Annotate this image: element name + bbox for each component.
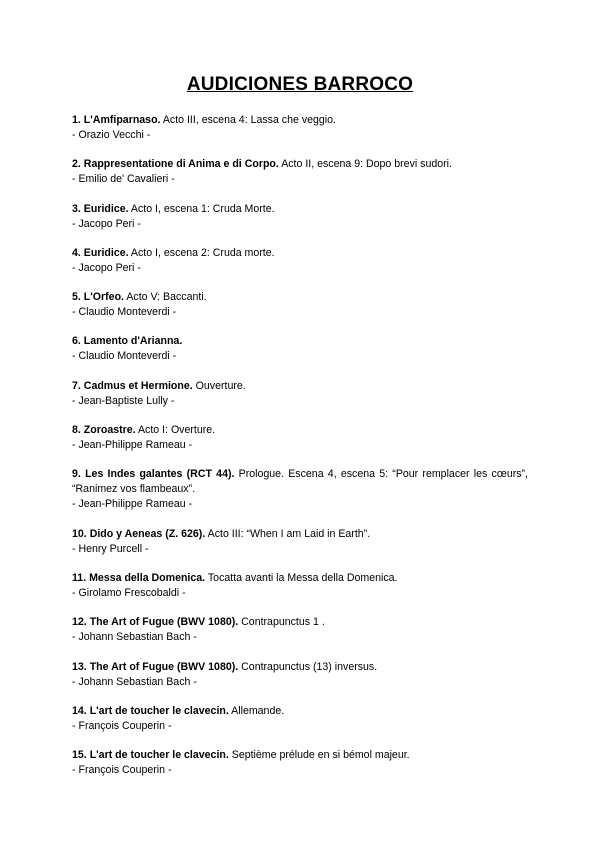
- entry-detail: Acto I, escena 2: Cruda morte.: [130, 246, 275, 259]
- entry-composer: - Jacopo Peri -: [72, 217, 141, 230]
- entry-detail: Ouverture.: [195, 379, 246, 392]
- entry-composer: - Johann Sebastian Bach -: [72, 675, 197, 688]
- list-item: [72, 113, 528, 143]
- entry-work: Les Indes galantes (RCT 44).: [85, 468, 235, 481]
- entry-heading: [72, 571, 528, 586]
- entry-detail: Tocatta avanti la Messa della Domenica.: [207, 571, 398, 584]
- entry-work: Lamento d'Arianna.: [83, 335, 183, 348]
- list-item: [72, 571, 528, 601]
- entry-work: Euridice.: [83, 202, 129, 215]
- list-item: [72, 290, 528, 320]
- entry-number: 7.: [72, 379, 81, 392]
- entry-number: 6.: [72, 335, 81, 348]
- entry-work: Zoroastre.: [83, 424, 136, 437]
- list-item: [72, 527, 528, 557]
- entry-composer: - Emilio de' Cavalieri -: [72, 173, 175, 186]
- entry-number: 12.: [72, 616, 87, 629]
- entry-heading: [72, 527, 528, 542]
- list-item: [72, 334, 528, 364]
- entry-work: Messa della Domenica.: [89, 571, 206, 584]
- entry-work: Dido y Aeneas (Z. 626).: [89, 527, 206, 540]
- entry-composer: - Claudio Monteverdi -: [72, 350, 177, 363]
- entry-number: 10.: [72, 527, 87, 540]
- entry-heading: [72, 202, 528, 217]
- entry-heading: [72, 246, 528, 261]
- entry-heading: [72, 467, 528, 497]
- entry-detail: Acto II, escena 9: Dopo brevi sudori.: [281, 158, 452, 171]
- entry-heading: [72, 423, 528, 438]
- list-item: [72, 379, 528, 409]
- entry-heading: [72, 113, 528, 128]
- entry-composer: - Jean-Baptiste Lully -: [72, 394, 175, 407]
- entry-composer: - Girolamo Frescobaldi -: [72, 586, 186, 599]
- entry-work: The Art of Fugue (BWV 1080).: [89, 660, 239, 673]
- entry-detail: Acto V: Baccanti.: [126, 291, 207, 304]
- entry-detail: Prologue. Escena 4, escena 5: “Pour remplacer les cœurs”, “Ranimez vos flambeaux”.: [72, 468, 529, 496]
- entry-heading: [72, 748, 528, 763]
- entry-number: 8.: [72, 424, 81, 437]
- entry-detail: Acto I: Overture.: [137, 424, 216, 437]
- entry-heading: [72, 379, 528, 394]
- entry-number: 2.: [72, 158, 81, 171]
- entry-composer: - Jacopo Peri -: [72, 261, 141, 274]
- entry-detail: Contrapunctus (13) inversus.: [241, 660, 378, 673]
- entry-work: Rappresentatione di Anima e di Corpo.: [83, 158, 279, 171]
- page-title: AUDICIONES BARROCO: [186, 74, 414, 95]
- entry-heading: [72, 615, 528, 630]
- entry-number: 1.: [72, 114, 81, 126]
- entry-work: L'art de toucher le clavecin.: [89, 749, 229, 762]
- list-item: [72, 704, 528, 734]
- entry-work: L'Orfeo.: [83, 291, 124, 304]
- entry-composer: - Jean-Philippe Rameau -: [72, 439, 193, 452]
- entry-detail: Acto I, escena 1: Cruda Morte.: [130, 202, 275, 215]
- entry-work: L'Amfiparnaso.: [83, 114, 161, 126]
- entry-work: The Art of Fugue (BWV 1080).: [89, 616, 239, 629]
- list-item: [72, 467, 528, 512]
- list-item: [72, 157, 528, 187]
- entry-number: 11.: [72, 571, 87, 584]
- list-item: [72, 423, 528, 453]
- entry-work: Cadmus et Hermione.: [83, 379, 193, 392]
- entry-composer: - Johann Sebastian Bach -: [72, 631, 197, 644]
- entry-composer: - François Couperin -: [72, 764, 172, 777]
- list-item: [72, 615, 528, 645]
- entry-heading: [72, 704, 528, 719]
- entry-heading: [72, 660, 528, 675]
- entry-number: 9.: [72, 468, 81, 481]
- entry-number: 4.: [72, 246, 81, 259]
- entry-work: Euridice.: [83, 246, 129, 259]
- entry-composer: - Jean-Philippe Rameau -: [72, 498, 193, 511]
- entry-detail: Contrapunctus 1 .: [241, 616, 325, 629]
- entry-number: 3.: [72, 202, 81, 215]
- entry-number: 13.: [72, 660, 87, 673]
- audition-list: [72, 113, 528, 792]
- entry-detail: Acto III, escena 4: Lassa che veggio.: [162, 114, 336, 126]
- entry-detail: Allemande.: [231, 704, 285, 717]
- entry-composer: - Claudio Monteverdi -: [72, 306, 177, 319]
- list-item: [72, 202, 528, 232]
- entry-detail: Acto III: “When I am Laid in Earth”.: [207, 527, 371, 540]
- entry-number: 15.: [72, 749, 87, 762]
- entry-heading: [72, 290, 528, 305]
- entry-work: L'art de toucher le clavecin.: [89, 704, 229, 717]
- list-item: [72, 660, 528, 690]
- entry-composer: - Orazio Vecchi -: [72, 129, 151, 141]
- entry-number: 5.: [72, 291, 81, 304]
- list-item: [72, 748, 528, 778]
- entry-heading: [72, 334, 528, 349]
- entry-heading: [72, 157, 528, 172]
- entry-number: 14.: [72, 704, 87, 717]
- entry-detail: Septième prélude en si bémol majeur.: [231, 749, 410, 762]
- entry-composer: - François Couperin -: [72, 719, 172, 732]
- entry-composer: - Henry Purcell -: [72, 542, 149, 555]
- list-item: [72, 246, 528, 276]
